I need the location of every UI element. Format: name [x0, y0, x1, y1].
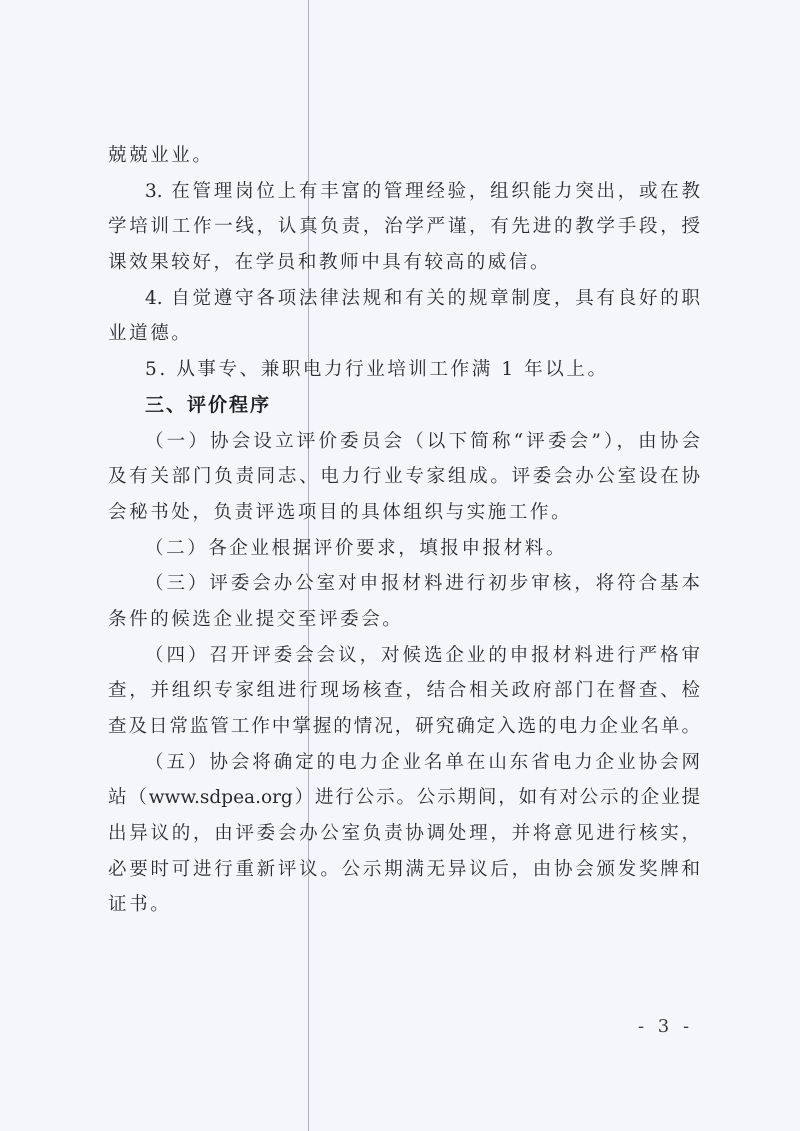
text-line-13: （三）评委会办公室对申报材料进行初步审核，将符合基本 [145, 573, 700, 595]
text-line-18: （五）协会将确定的电力企业名单在山东省电力企业协会网 [145, 751, 700, 773]
text-line-20: 出异议的，由评委会办公室负责协调处理，并将意见进行核实， [108, 823, 700, 845]
text-line-4: 课效果较好，在学员和教师中具有较高的威信。 [108, 252, 552, 274]
text-line-6: 业道德。 [108, 323, 193, 345]
text-line-3: 学培训工作一线，认真负责，治学严谨，有先进的教学手段，授 [108, 216, 700, 238]
text-line-19: 站（www.sdpea.org）进行公示。公示期间，如有对公示的企业提 [108, 787, 700, 809]
section-heading: 三、评价程序 [145, 393, 272, 416]
text-line-22: 证书。 [108, 894, 172, 916]
text-line-7: 5. 从事专、兼职电力行业培训工作满 1 年以上。 [145, 359, 609, 381]
text-line-11: 会秘书处，负责评选项目的具体组织与实施工作。 [108, 501, 573, 523]
text-line-17: 查及日常监管工作中掌握的情况，研究确定入选的电力企业名单。 [108, 716, 700, 737]
text-line-2: 3. 在管理岗位上有丰富的管理经验，组织能力突出，或在教 [145, 180, 700, 202]
text-line-14: 条件的候选企业提交至评委会。 [108, 608, 404, 630]
text-line-10: 及有关部门负责同志、电力行业专家组成。评委会办公室设在协 [108, 466, 700, 488]
page-number: - 3 - [638, 1016, 694, 1037]
text-line-1: 兢兢业业。 [108, 145, 214, 166]
text-line-9: （一）协会设立评价委员会（以下简称“评委会”），由协会 [145, 430, 700, 452]
text-line-5: 4. 自觉遵守各项法律法规和有关的规章制度，具有良好的职 [145, 287, 700, 309]
text-line-15: （四）召开评委会会议，对候选企业的申报材料进行严格审 [145, 644, 700, 666]
text-line-16: 查，并组织专家组进行现场核查，结合相关政府部门在督查、检 [108, 680, 700, 702]
text-line-12: （二）各企业根据评价要求，填报申报材料。 [145, 537, 568, 559]
document-body [108, 138, 700, 923]
text-line-21: 必要时可进行重新评议。公示期满无异议后，由协会颁发奖牌和 [108, 858, 700, 880]
